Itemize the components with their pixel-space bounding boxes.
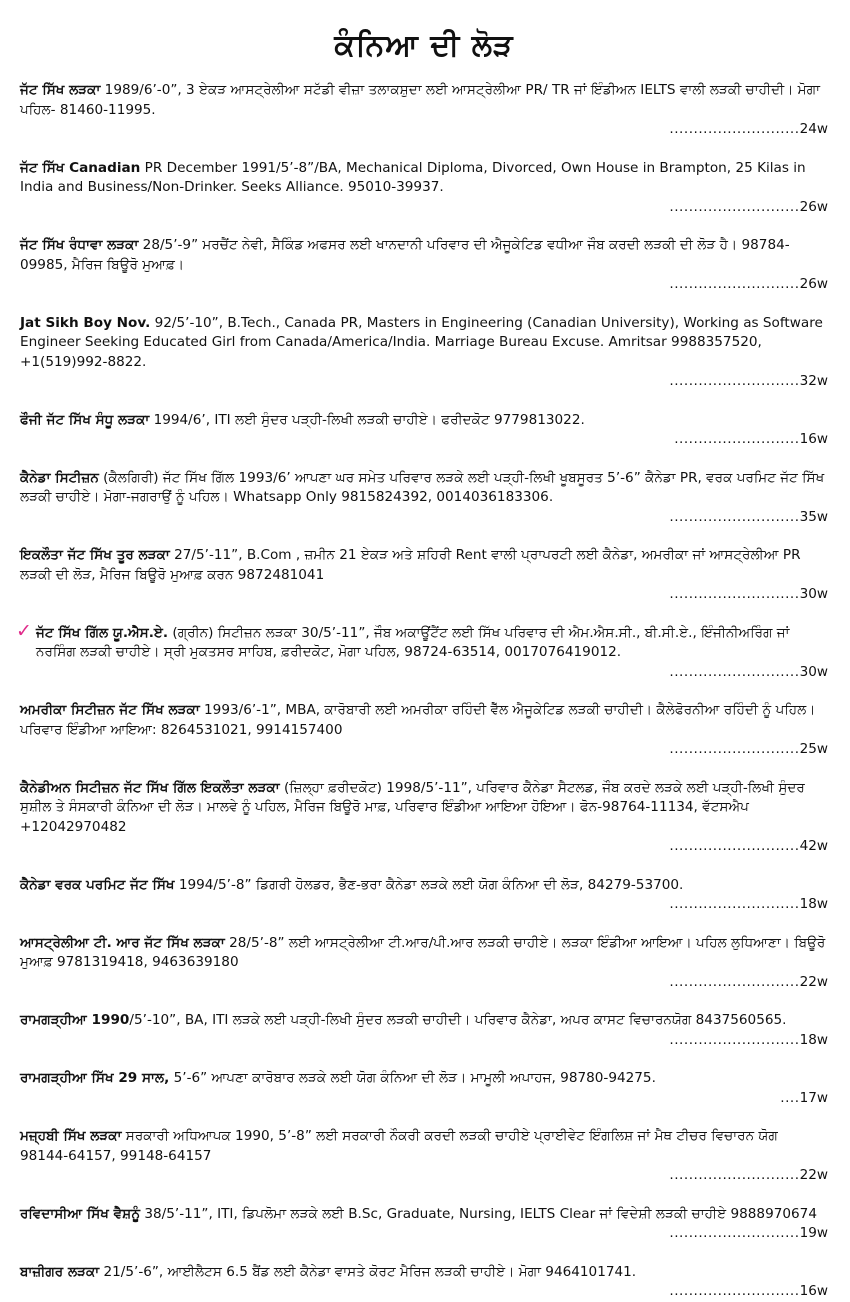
ad-footer	[20, 740, 828, 760]
ad-body	[20, 159, 828, 198]
ad-footer	[20, 430, 828, 450]
ad-leader-dots: ...........................	[669, 373, 800, 389]
ad-code: 22w	[799, 1167, 828, 1183]
ad-heading: ਫੌਜੀ ਜੱਟ ਸਿੱਖ ਸੰਧੂ ਲੜਕਾ	[20, 411, 150, 428]
classified-ad	[20, 314, 828, 392]
ad-heading: ਜੱਟ ਸਿੱਖ ਗਿੱਲ ਯੂ.ਐਸ.ਏ.	[36, 624, 169, 641]
classified-ad	[20, 1263, 828, 1302]
ad-leader-dots: ....	[780, 1089, 800, 1106]
ad-leader-dots: ...........................	[669, 663, 800, 680]
ad-leader-dots: ...........................	[669, 198, 800, 215]
ad-leader-dots: ...........................	[669, 586, 800, 602]
ad-footer	[20, 1282, 828, 1302]
ad-footer	[20, 1031, 828, 1051]
ad-heading: ਰਾਮਗੜ੍ਹੀਆ 1990	[20, 1012, 130, 1028]
ad-heading: ਕੈਨੇਡਾ ਸਿਟੀਜ਼ਨ	[20, 469, 99, 486]
ad-leader-dots: ...........................	[669, 1031, 800, 1048]
ad-heading: ਮਜ਼੍ਹਬੀ ਸਿੱਖ ਲੜਕਾ	[20, 1128, 122, 1144]
ad-heading: ਜੱਟ ਸਿੱਖ ਲੜਕਾ	[20, 82, 101, 98]
ad-heading: ਰਵਿਦਾਸੀਆ ਸਿੱਖ ਵੈਸ਼ਨੂੰ	[20, 1205, 141, 1222]
ad-body	[20, 876, 828, 896]
ad-leader-dots: ...........................	[669, 1283, 800, 1299]
ad-footer	[20, 585, 828, 605]
ad-footer	[20, 837, 828, 857]
ad-body	[20, 624, 828, 663]
classified-ad	[20, 701, 828, 760]
ad-code: 35w	[799, 508, 828, 525]
ad-code: 24w	[799, 121, 828, 137]
ad-footer	[20, 508, 828, 528]
ad-heading: ਅਮਰੀਕਾ ਸਿਟੀਜ਼ਨ ਜੱਟ ਸਿੱਖ ਲੜਕਾ	[20, 702, 200, 718]
ad-footer	[20, 120, 828, 140]
ad-footer	[20, 1166, 828, 1186]
ad-code: 26w	[799, 276, 828, 292]
classified-ad	[20, 1205, 828, 1244]
ad-text: ਸਰਕਾਰੀ ਅਧਿਆਪਕ 1990, 5’-8” ਲਈ ਸਰਕਾਰੀ ਨੌਕਰੀ ਕਰਦੀ ਲੜਕੀ ਚਾਹੀਏ ਪ੍ਰਾਈਵੇਟ ਇੰਗਲਿਸ਼ ਜਾਂ ਮੈਥ ਟੀਚਰ ਵਿਚਾਰਨ ਯੋਗ 98144-64157, 99148-64157	[20, 1128, 778, 1164]
ad-footer	[20, 663, 828, 683]
ad-text: 1993/6’-1”, MBA, ਕਾਰੋਬਾਰੀ ਲਈ ਅਮਰੀਕਾ ਰਹਿੰਦੀ ਵੈੱਲ ਐਜੂਕੇਟਿਡ ਲੜਕੀ ਚਾਹੀਦੀ। ਕੈਲੇਫੋਰਨੀਆ ਰਹਿੰਦੀ ਨੂੰ ਪਹਿਲ। ਪਰਿਵਾਰ ਇੰਡੀਆ ਆਇਆ: 8264531021, 9914157400	[20, 702, 816, 738]
ad-heading: ਕੈਨੇਡੀਅਨ ਸਿਟੀਜ਼ਨ ਜੱਟ ਸਿੱਖ ਗਿੱਲ ਇਕਲੌਤਾ ਲੜਕਾ	[20, 779, 280, 796]
ad-code: 16w	[799, 1283, 828, 1299]
ad-text: (ਕੈਲਗਿਰੀ) ਜੱਟ ਸਿੱਖ ਗਿੱਲ 1993/6’ ਆਪਣਾ ਘਰ ਸਮੇਤ ਪਰਿਵਾਰ ਲੜਕੇ ਲਈ ਪੜ੍ਹੀ-ਲਿਖੀ ਖੂਬਸੂਰਤ 5’-6” ਕੈਨੇਡਾ PR, ਵਰਕ ਪਰਮਿਟ ਜੱਟ ਸਿੱਖ ਲੜਕੀ ਚਾਹੀਏ। ਮੋਗਾ-ਜਗਰਾਉਂ ਨੂੰ ਪਹਿਲ। Whatsapp Only 9815824392, 0014036183306.	[20, 469, 825, 505]
classified-ad	[20, 411, 828, 450]
ad-body	[20, 469, 828, 508]
ad-heading: ਰਾਮਗੜ੍ਹੀਆ ਸਿੱਖ 29 ਸਾਲ,	[20, 1070, 170, 1086]
ad-text: (ਗ੍ਰੀਨ) ਸਿਟੀਜ਼ਨ ਲੜਕਾ 30/5’-11”, ਜੌਬ ਅਕਾਊਂਟੈਂਟ ਲਈ ਸਿੱਖ ਪਰਿਵਾਰ ਦੀ ਐਮ.ਐਸ.ਸੀ., ਬੀ.ਸੀ.ਏ., ਇੰਜੀਨੀਅਰਿੰਗ ਜਾਂ ਨਰਸਿੰਗ ਲੜਕੀ ਚਾਹੀਏ। ਸ੍ਰੀ ਮੁਕਤਸਰ ਸਾਹਿਬ, ਫ਼ਰੀਦਕੋਟ, ਮੋਗਾ ਪਹਿਲ, 98724-63514, 0017076419012.	[36, 624, 790, 660]
ad-code: 16w	[799, 431, 828, 447]
ad-text: 38/5’-11”, ITI, ਡਿਪਲੋਮਾ ਲੜਕੇ ਲਈ B.Sc, Graduate, Nursing, IELTS Clear ਜਾਂ ਵਿਦੇਸ਼ੀ ਲੜਕੀ ਚਾਹੀਏ 9888970674	[140, 1205, 817, 1222]
ad-text: (ਜ਼ਿਲ੍ਹਾ ਫ਼ਰੀਦਕੋਟ) 1998/5’-11”, ਪਰਿਵਾਰ ਕੈਨੇਡਾ ਸੈਟਲਡ, ਜੌਬ ਕਰਦੇ ਲੜਕੇ ਲਈ ਪੜ੍ਹੀ-ਲਿਖੀ ਸੁੰਦਰ ਸੁਸ਼ੀਲ ਤੇ ਸੰਸਕਾਰੀ ਕੰਨਿਆ ਦੀ ਲੋੜ। ਮਾਲਵੇ ਨੂੰ ਪਹਿਲ, ਮੈਰਿਜ ਬਿਊਰੋ ਮਾਫ਼, ਪਰਿਵਾਰ ਇੰਡੀਆ ਆਇਆ ਹੋਇਆ। ਫੋਨ-98764-11134, ਵੱਟਸਐਪ +12042970482	[20, 779, 805, 835]
classified-ad	[20, 934, 828, 993]
ad-body	[20, 1205, 828, 1225]
ad-footer	[20, 372, 828, 392]
ad-code: 32w	[799, 373, 828, 389]
classified-ad	[20, 81, 828, 140]
ad-leader-dots: ...........................	[669, 121, 800, 137]
ad-text: 28/5’-9” ਮਰਚੈਂਟ ਨੇਵੀ, ਸੈਕਿੰਡ ਅਫਸਰ ਲਈ ਖਾਨਦਾਨੀ ਪਰਿਵਾਰ ਦੀ ਐਜੂਕੇਟਿਡ ਵਧੀਆ ਜੌਬ ਕਰਦੀ ਲੜਕੀ ਦੀ ਲੋੜ ਹੈ। 98784-09985, ਮੈਰਿਜ ਬਿਊਰੋ ਮੁਆਫ਼।	[20, 237, 790, 273]
ad-leader-dots: ...........................	[669, 508, 800, 525]
ad-footer	[20, 275, 828, 295]
ad-heading: ਜੱਟ ਸਿੱਖ ਰੰਧਾਵਾ ਲੜਕਾ	[20, 237, 139, 253]
ad-body	[20, 934, 828, 973]
ad-body	[20, 81, 828, 120]
classified-ad	[20, 546, 828, 605]
classified-ad	[20, 159, 828, 218]
ad-footer	[20, 895, 828, 915]
classified-ad	[20, 469, 828, 528]
ad-leader-dots: ...........................	[669, 896, 800, 912]
ad-text: 1994/5’-8” ਡਿਗਰੀ ਹੋਲਡਰ, ਭੈਣ-ਭਰਾ ਕੈਨੇਡਾ ਲੜਕੇ ਲਈ ਯੋਗ ਕੰਨਿਆ ਦੀ ਲੋੜ, 84279-53700.	[174, 876, 684, 893]
ad-heading: Jat Sikh Boy Nov.	[20, 314, 151, 331]
ad-leader-dots: ..........................	[674, 431, 800, 447]
classified-ad	[20, 236, 828, 295]
ad-text: /5’-10”, BA, ITI ਲੜਕੇ ਲਈ ਪੜ੍ਹੀ-ਲਿਖੀ ਸੁੰਦਰ ਲੜਕੀ ਚਾਹੀਦੀ। ਪਰਿਵਾਰ ਕੈਨੇਡਾ, ਅਪਰ ਕਾਸਟ ਵਿਚਾਰਨਯੋਗ 8437560565.	[129, 1012, 787, 1028]
ad-footer	[20, 198, 828, 218]
ad-code: 42w	[799, 838, 828, 854]
ad-code: 22w	[799, 973, 828, 990]
ad-heading: ਇਕਲੌਤਾ ਜੱਟ ਸਿੱਖ ਤੂਰ ਲੜਕਾ	[20, 547, 170, 563]
ad-code: 26w	[799, 198, 828, 215]
ad-body	[20, 779, 828, 838]
ad-body	[20, 1069, 828, 1089]
classified-ad	[20, 1069, 828, 1108]
ad-body	[20, 236, 828, 275]
ad-code: 30w	[799, 586, 828, 602]
ad-body	[20, 1011, 828, 1031]
ad-leader-dots: ...........................	[669, 276, 800, 292]
ad-heading: ਆਸਟ੍ਰੇਲੀਆ ਟੀ. ਆਰ ਜੱਟ ਸਿੱਖ ਲੜਕਾ	[20, 934, 225, 951]
ad-body	[20, 1127, 828, 1166]
ad-footer	[20, 1089, 828, 1109]
ad-text: 92/5’-10”, B.Tech., Canada PR, Masters in Engineering (Canadian University), Working as Software Engineer Seeking Educated Girl from Canada/America/India. Marriage Bureau Excuse. Amritsar 9988357520, +1(519)992-8822.	[20, 314, 823, 370]
ad-text: PR December 1991/5’-8”/BA, Mechanical Diploma, Divorced, Own House in Brampton, 25 Kilas in India and Business/Non-Drinker. Seeks Alliance. 95010-39937.	[20, 159, 806, 195]
classified-ad	[20, 1011, 828, 1050]
ad-body	[20, 1263, 828, 1283]
ad-code: 30w	[799, 663, 828, 680]
ad-leader-dots: ...........................	[669, 838, 800, 854]
ad-heading: ਜੱਟ ਸਿੱਖ Canadian	[20, 159, 141, 176]
ad-body	[20, 411, 828, 431]
ad-leader-dots: ...........................	[669, 741, 800, 757]
ad-code: 19w	[799, 1225, 828, 1241]
ad-text: 1994/6’, ITI ਲਈ ਸੁੰਦਰ ਪੜ੍ਹੀ-ਲਿਖੀ ਲੜਕੀ ਚਾਹੀਏ। ਫਰੀਦਕੋਟ 9779813022.	[149, 411, 585, 428]
ad-heading: ਬਾਜ਼ੀਗਰ ਲੜਕਾ	[20, 1263, 100, 1280]
ad-code: 25w	[799, 741, 828, 757]
checkmark-icon: ✓	[16, 619, 32, 642]
ad-body	[20, 546, 828, 585]
page-title: ਕੰਨਿਆ ਦੀ ਲੋੜ	[334, 28, 514, 63]
classified-ad	[20, 1127, 828, 1186]
ad-code: 17w	[799, 1089, 828, 1106]
classified-ad	[20, 779, 828, 857]
classified-ad	[16, 619, 828, 683]
ad-text: 5’-6” ਆਪਣਾ ਕਾਰੋਬਾਰ ਲੜਕੇ ਲਈ ਯੋਗ ਕੰਨਿਆ ਦੀ ਲੋੜ। ਮਾਮੂਲੀ ਅਪਾਹਜ, 98780-94275.	[169, 1070, 656, 1086]
ad-code: 18w	[799, 896, 828, 912]
ads-list	[16, 81, 828, 1302]
ad-body	[20, 314, 828, 373]
ad-body	[20, 701, 828, 740]
ad-code: 18w	[799, 1031, 828, 1048]
classified-ad	[20, 876, 828, 915]
ad-leader-dots: ...........................	[669, 1225, 800, 1241]
ad-text: 28/5’-8” ਲਈ ਆਸਟ੍ਰੇਲੀਆ ਟੀ.ਆਰ/ਪੀ.ਆਰ ਲੜਕੀ ਚਾਹੀਏ। ਲੜਕਾ ਇੰਡੀਆ ਆਇਆ। ਪਹਿਲ ਲੁਧਿਆਣਾ। ਬਿਊਰੋ ਮੁਆਫ਼ 9781319418, 9463639180	[20, 934, 826, 970]
ad-leader-dots: ...........................	[669, 973, 800, 990]
ad-text: 1989/6’-0”, 3 ਏਕੜ ਆਸਟ੍ਰੇਲੀਆ ਸਟੱਡੀ ਵੀਜ਼ਾ ਤਲਾਕਸ਼ੁਦਾ ਲਈ ਆਸਟ੍ਰੇਲੀਆ PR/ TR ਜਾਂ ਇੰਡੀਅਨ IELTS ਵਾਲੀ ਲੜਕੀ ਚਾਹੀਦੀ। ਮੋਗਾ ਪਹਿਲ- 81460-11995.	[20, 82, 820, 118]
ad-leader-dots: ...........................	[669, 1167, 800, 1183]
ad-heading: ਕੈਨੇਡਾ ਵਰਕ ਪਰਮਿਟ ਜੱਟ ਸਿੱਖ	[20, 876, 175, 893]
ad-footer	[20, 1224, 828, 1244]
ad-text: 27/5’-11”, B.Com , ਜ਼ਮੀਨ 21 ਏਕੜ ਅਤੇ ਸ਼ਹਿਰੀ Rent ਵਾਲੀ ਪ੍ਰਾਪਰਟੀ ਲਈ ਕੈਨੇਡਾ, ਅਮਰੀਕਾ ਜਾਂ ਆਸਟ੍ਰੇਲੀਆ PR ਲੜਕੀ ਦੀ ਲੋੜ, ਮੈਰਿਜ ਬਿਊਰੋ ਮੁਆਫ਼ ਕਰਨ 9872481041	[20, 547, 801, 583]
ad-footer	[20, 973, 828, 993]
ad-text: 21/5’-6”, ਆਈਲੈਟਸ 6.5 ਬੈਂਡ ਲਈ ਕੈਨੇਡਾ ਵਾਸਤੇ ਕੋਰਟ ਮੈਰਿਜ ਲੜਕੀ ਚਾਹੀਏ। ਮੋਗਾ 9464101741.	[99, 1263, 637, 1280]
